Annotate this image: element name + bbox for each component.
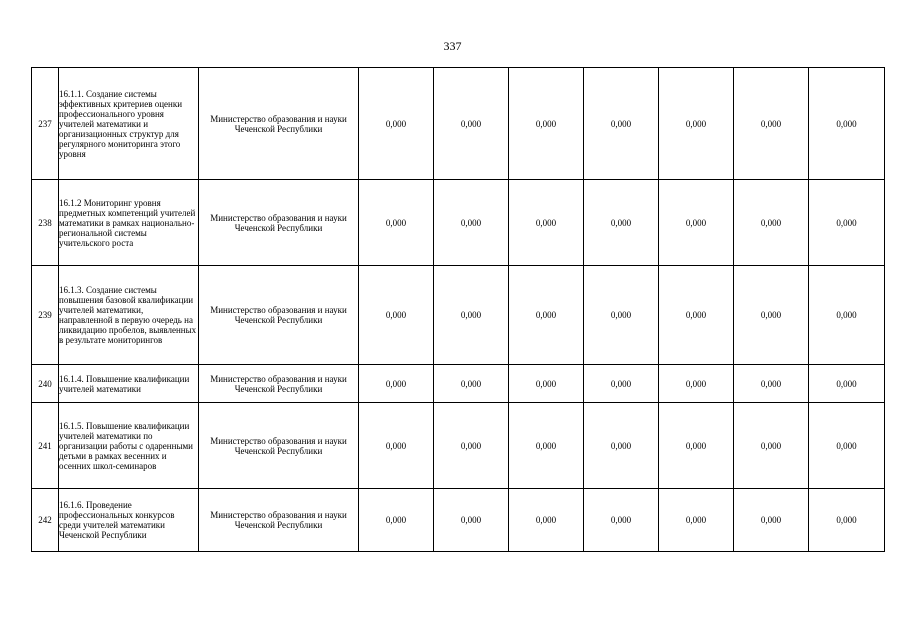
funding-value: 0,000 xyxy=(809,180,885,266)
row-number: 238 xyxy=(32,180,59,266)
responsible-ministry: Министерство образования и науки Чеченской Республики xyxy=(199,266,359,365)
row-number: 241 xyxy=(32,403,59,489)
funding-value: 0,000 xyxy=(659,68,734,180)
row-number: 242 xyxy=(32,489,59,552)
funding-value: 0,000 xyxy=(734,266,809,365)
table-row xyxy=(32,403,885,489)
funding-value: 0,000 xyxy=(809,489,885,552)
funding-value: 0,000 xyxy=(809,403,885,489)
funding-value: 0,000 xyxy=(509,266,584,365)
funding-value: 0,000 xyxy=(359,403,434,489)
funding-value: 0,000 xyxy=(509,403,584,489)
funding-value: 0,000 xyxy=(809,365,885,403)
table-row xyxy=(32,365,885,403)
table-row xyxy=(32,68,885,180)
activity-description-text: 16.1.1. Создание системы эффективных критериев оценки профессионального уровня учителей математики и организационных структур для регулярного мониторинга этого уровня xyxy=(59,88,183,159)
activity-description-text: 16.1.5. Повышение квалификации учителей математики по организации работы с одаренными детьми в рамках весенних и осенних школ-семинаров xyxy=(59,420,193,471)
funding-value: 0,000 xyxy=(509,489,584,552)
activity-description xyxy=(59,365,199,403)
funding-value: 0,000 xyxy=(584,489,659,552)
activity-description xyxy=(59,266,199,365)
activity-description xyxy=(59,489,199,552)
funding-value: 0,000 xyxy=(659,180,734,266)
funding-value: 0,000 xyxy=(434,266,509,365)
page-number: 337 xyxy=(443,39,462,53)
funding-value: 0,000 xyxy=(584,68,659,180)
activity-description-text: 16.1.2 Мониторинг уровня предметных компетенций учителей математики в рамках национально-региональной системы учительского роста xyxy=(59,197,196,248)
funding-value: 0,000 xyxy=(509,365,584,403)
row-number: 239 xyxy=(32,266,59,365)
funding-value: 0,000 xyxy=(659,403,734,489)
funding-value: 0,000 xyxy=(734,403,809,489)
funding-value: 0,000 xyxy=(809,266,885,365)
responsible-ministry: Министерство образования и науки Чеченской Республики xyxy=(199,365,359,403)
activity-description-text: 16.1.3. Создание системы повышения базовой квалификации учителей математики, направленной в первую очередь на ликвидацию пробелов, выявленных в результате мониторингов xyxy=(59,285,197,345)
row-number: 240 xyxy=(32,365,59,403)
activity-description xyxy=(59,180,199,266)
funding-value: 0,000 xyxy=(359,365,434,403)
activity-description xyxy=(59,403,199,489)
funding-value: 0,000 xyxy=(584,266,659,365)
funding-value: 0,000 xyxy=(734,489,809,552)
funding-value: 0,000 xyxy=(359,266,434,365)
budget-table xyxy=(31,67,885,552)
funding-value: 0,000 xyxy=(659,489,734,552)
table-body xyxy=(32,68,885,552)
funding-value: 0,000 xyxy=(734,180,809,266)
row-number: 237 xyxy=(32,68,59,180)
responsible-ministry: Министерство образования и науки Чеченской Республики xyxy=(199,403,359,489)
funding-value: 0,000 xyxy=(434,180,509,266)
funding-value: 0,000 xyxy=(584,403,659,489)
funding-value: 0,000 xyxy=(509,180,584,266)
funding-value: 0,000 xyxy=(659,365,734,403)
responsible-ministry: Министерство образования и науки Чеченской Республики xyxy=(199,489,359,552)
table-row xyxy=(32,180,885,266)
funding-value: 0,000 xyxy=(434,68,509,180)
funding-value: 0,000 xyxy=(809,68,885,180)
funding-value: 0,000 xyxy=(359,180,434,266)
funding-value: 0,000 xyxy=(359,68,434,180)
funding-value: 0,000 xyxy=(509,68,584,180)
funding-value: 0,000 xyxy=(584,365,659,403)
activity-description-text: 16.1.6. Проведение профессиональных конкурсов среди учителей математики Чеченской Республики xyxy=(59,500,175,540)
funding-value: 0,000 xyxy=(734,68,809,180)
activity-description xyxy=(59,68,199,180)
activity-description-text: 16.1.4. Повышение квалификации учителей математики xyxy=(59,373,190,394)
funding-value: 0,000 xyxy=(434,403,509,489)
funding-value: 0,000 xyxy=(434,489,509,552)
responsible-ministry: Министерство образования и науки Чеченской Республики xyxy=(199,68,359,180)
funding-value: 0,000 xyxy=(434,365,509,403)
table-row xyxy=(32,266,885,365)
funding-value: 0,000 xyxy=(359,489,434,552)
table-row xyxy=(32,489,885,552)
funding-value: 0,000 xyxy=(734,365,809,403)
funding-value: 0,000 xyxy=(584,180,659,266)
responsible-ministry: Министерство образования и науки Чеченской Республики xyxy=(199,180,359,266)
funding-value: 0,000 xyxy=(659,266,734,365)
